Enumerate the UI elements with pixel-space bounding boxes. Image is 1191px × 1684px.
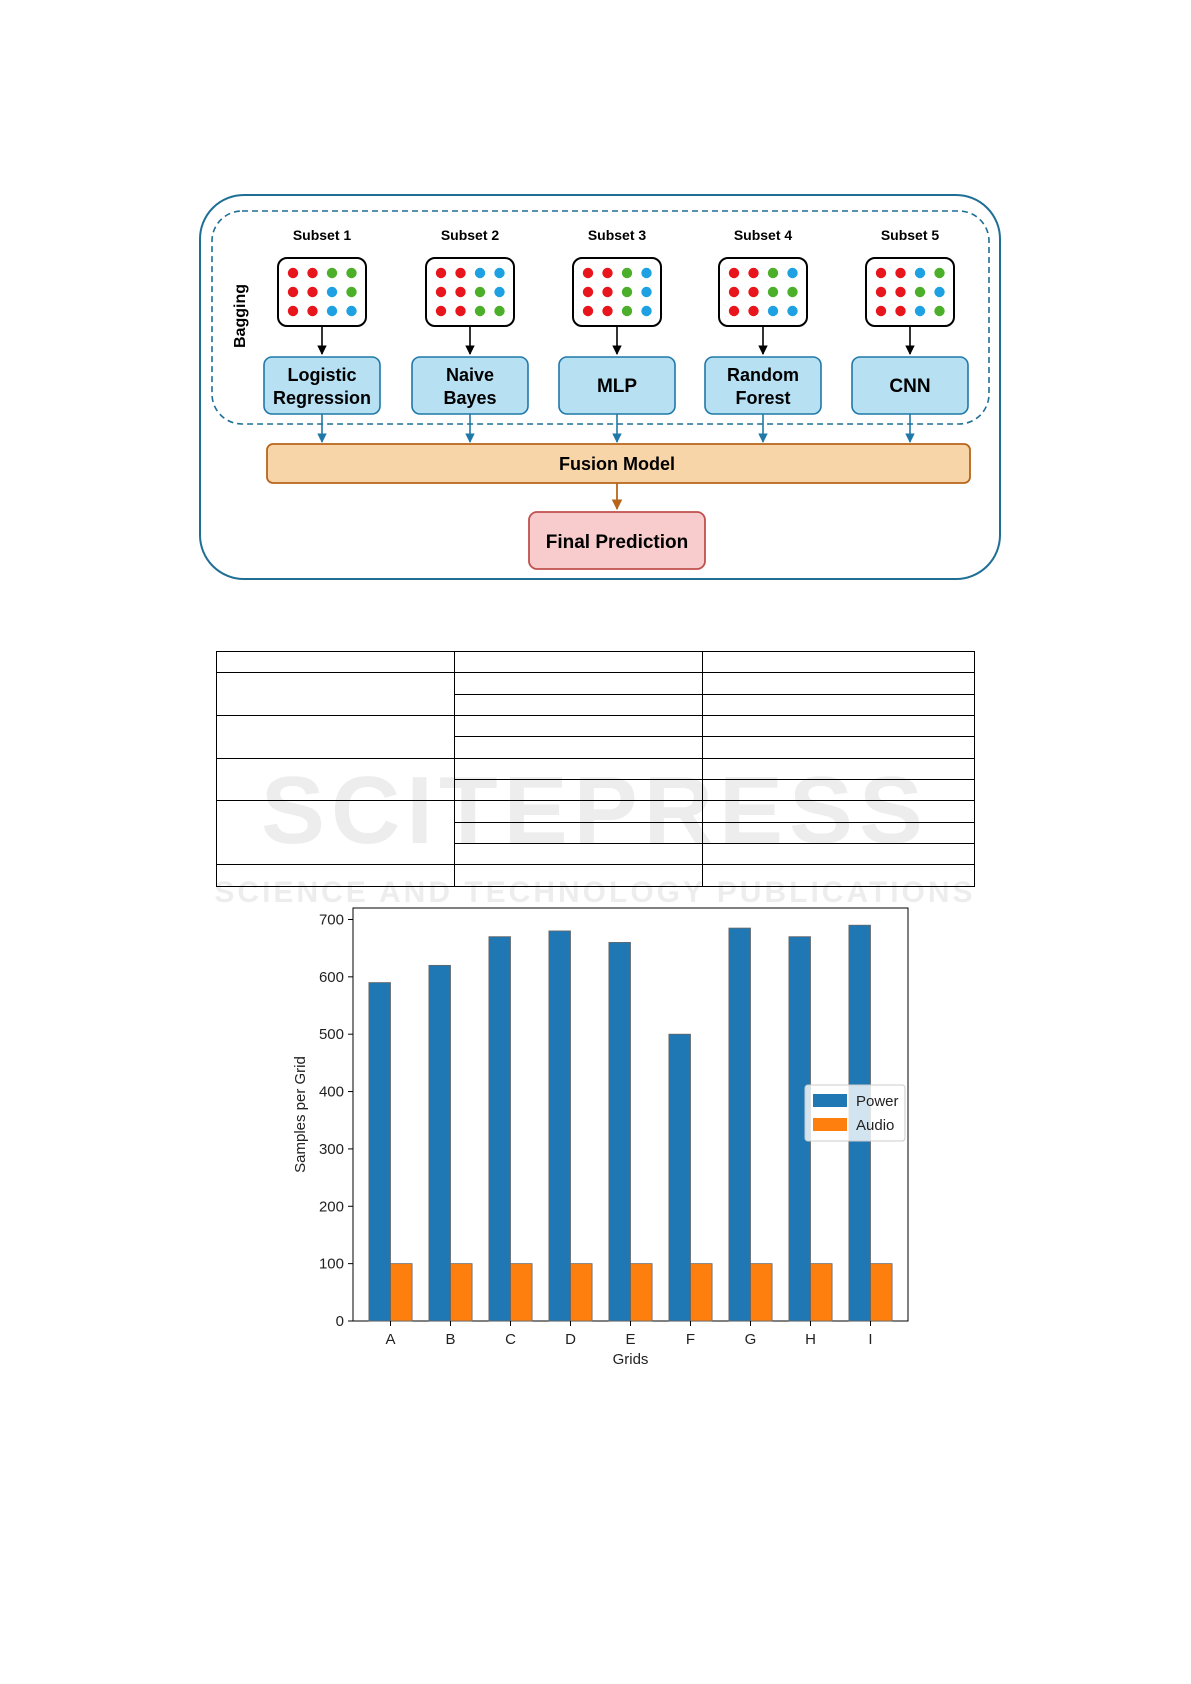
table-cell <box>217 801 455 865</box>
table-cell <box>455 844 703 865</box>
legend-label: Power <box>856 1093 899 1110</box>
data-point <box>895 306 905 316</box>
x-tick-label: I <box>868 1331 873 1348</box>
data-point <box>622 287 632 297</box>
table-cell <box>703 759 975 780</box>
data-point <box>494 306 504 316</box>
table-cell <box>703 737 975 759</box>
table-cell <box>217 673 455 716</box>
data-point <box>307 287 317 297</box>
data-point <box>768 306 778 316</box>
legend <box>805 1085 905 1141</box>
data-point <box>768 268 778 278</box>
bar-power <box>429 965 451 1321</box>
bar-power <box>549 931 571 1321</box>
model-label: Regression <box>272 388 372 408</box>
table-cell <box>455 865 703 887</box>
bar-audio <box>391 1264 413 1321</box>
data-point <box>494 268 504 278</box>
data-point <box>622 306 632 316</box>
table-cell <box>703 695 975 716</box>
table-row <box>217 673 975 695</box>
y-tick-label: 0 <box>335 1313 344 1330</box>
data-point <box>602 268 612 278</box>
data-point <box>787 306 797 316</box>
table-cell <box>455 759 703 780</box>
table-cell <box>217 865 455 887</box>
data-point <box>307 268 317 278</box>
x-tick-label: E <box>625 1331 636 1348</box>
data-point <box>895 287 905 297</box>
x-tick-label: D <box>565 1331 576 1348</box>
table-row <box>217 652 975 673</box>
data-point <box>455 287 465 297</box>
data-point <box>641 268 651 278</box>
bar-audio <box>871 1264 893 1321</box>
data-point <box>288 287 298 297</box>
model-label: Random <box>727 365 799 385</box>
table-cell <box>217 716 455 759</box>
bar-audio <box>751 1264 773 1321</box>
data-point <box>327 287 337 297</box>
bar-power <box>729 928 751 1321</box>
table-cell <box>455 780 703 801</box>
table-cell <box>455 823 703 844</box>
x-tick-label: C <box>505 1331 516 1348</box>
data-point <box>934 287 944 297</box>
table-cell <box>703 673 975 695</box>
watermark-main: SCITEPRESS <box>260 757 930 864</box>
table-cell <box>455 801 703 823</box>
model-label: Naive <box>445 365 495 385</box>
data-point <box>622 268 632 278</box>
table-cell <box>455 673 703 695</box>
table-row <box>217 759 975 780</box>
table-cell <box>703 716 975 737</box>
y-tick-label: 100 <box>318 1255 344 1273</box>
data-point <box>641 287 651 297</box>
bar-audio <box>691 1264 713 1321</box>
data-point <box>729 306 739 316</box>
table-cell <box>703 652 975 673</box>
data-point <box>768 287 778 297</box>
final-label: Final Prediction <box>545 532 689 553</box>
y-tick-label: 400 <box>318 1083 344 1101</box>
bar-chart <box>260 888 940 1368</box>
bar-power <box>489 937 511 1321</box>
data-point <box>602 306 612 316</box>
data-point <box>346 287 356 297</box>
data-point <box>787 268 797 278</box>
data-point <box>455 306 465 316</box>
table-row <box>217 716 975 737</box>
data-point <box>583 268 593 278</box>
y-axis-label: Samples per Grid <box>292 1056 309 1173</box>
ensemble-diagram <box>0 0 1191 600</box>
data-point <box>748 268 758 278</box>
data-point <box>729 268 739 278</box>
legend-swatch <box>813 1118 847 1131</box>
bar-power <box>669 1034 691 1321</box>
table-cell <box>455 716 703 737</box>
subset-label: Subset 1 <box>292 227 352 243</box>
data-point <box>288 306 298 316</box>
x-tick-label: B <box>445 1331 456 1348</box>
y-tick-label: 300 <box>318 1140 344 1158</box>
legend-swatch <box>813 1094 847 1107</box>
data-point <box>475 268 485 278</box>
empty-table <box>216 651 975 887</box>
watermark-sub: SCIENCE AND TECHNOLOGY PUBLICATIONS <box>214 876 976 909</box>
bar-audio <box>511 1264 533 1321</box>
table-cell <box>703 780 975 801</box>
x-tick-label: H <box>805 1331 816 1348</box>
data-point <box>436 268 446 278</box>
data-point <box>583 287 593 297</box>
bagging-label: Bagging <box>232 284 249 348</box>
data-point <box>729 287 739 297</box>
y-tick-label: 500 <box>318 1026 344 1044</box>
table-cell <box>455 737 703 759</box>
subset-label: Subset 3 <box>587 227 647 243</box>
table-cell <box>455 695 703 716</box>
model-label: Bayes <box>443 388 497 408</box>
y-tick-label: 600 <box>318 968 344 986</box>
bar-audio <box>811 1264 833 1321</box>
fusion-label: Fusion Model <box>559 454 675 474</box>
x-tick-label: G <box>744 1331 757 1348</box>
model-label: CNN <box>889 376 931 397</box>
table-cell <box>217 759 455 801</box>
legend-label: Audio <box>856 1117 895 1134</box>
table-cell <box>703 844 975 865</box>
table-cell <box>455 652 703 673</box>
x-axis-label: Grids <box>612 1351 649 1368</box>
data-point <box>455 268 465 278</box>
data-point <box>327 268 337 278</box>
data-point <box>876 306 886 316</box>
model-label: Forest <box>735 388 791 408</box>
table-cell <box>703 801 975 823</box>
data-point <box>876 287 886 297</box>
data-point <box>915 306 925 316</box>
x-tick-label: A <box>385 1331 396 1348</box>
bar-audio <box>571 1264 593 1321</box>
data-point <box>436 287 446 297</box>
bar-audio <box>631 1264 653 1321</box>
data-point <box>346 306 356 316</box>
data-point <box>915 268 925 278</box>
data-point <box>475 306 485 316</box>
model-label: Logistic <box>287 365 357 385</box>
subset-label: Subset 4 <box>733 227 793 243</box>
bar-power <box>609 942 631 1321</box>
data-point <box>327 306 337 316</box>
table-cell <box>217 652 455 673</box>
model-label: MLP <box>596 376 638 397</box>
data-point <box>787 287 797 297</box>
table-cell <box>703 865 975 887</box>
table-cell <box>703 823 975 844</box>
data-point <box>307 306 317 316</box>
y-tick-label: 700 <box>318 911 344 929</box>
data-point <box>915 287 925 297</box>
table-row <box>217 801 975 823</box>
x-tick-label: F <box>685 1331 696 1348</box>
data-point <box>934 268 944 278</box>
data-point <box>748 287 758 297</box>
data-point <box>436 306 446 316</box>
data-point <box>934 306 944 316</box>
data-point <box>475 287 485 297</box>
data-point <box>895 268 905 278</box>
data-point <box>494 287 504 297</box>
data-point <box>748 306 758 316</box>
data-point <box>288 268 298 278</box>
table-row <box>217 865 975 887</box>
data-point <box>876 268 886 278</box>
data-point <box>346 268 356 278</box>
bar-audio <box>451 1264 473 1321</box>
subset-label: Subset 2 <box>440 227 500 243</box>
y-tick-label: 200 <box>318 1198 344 1216</box>
data-point <box>583 306 593 316</box>
data-point <box>641 306 651 316</box>
data-point <box>602 287 612 297</box>
bar-power <box>369 983 391 1321</box>
subset-label: Subset 5 <box>880 227 940 243</box>
